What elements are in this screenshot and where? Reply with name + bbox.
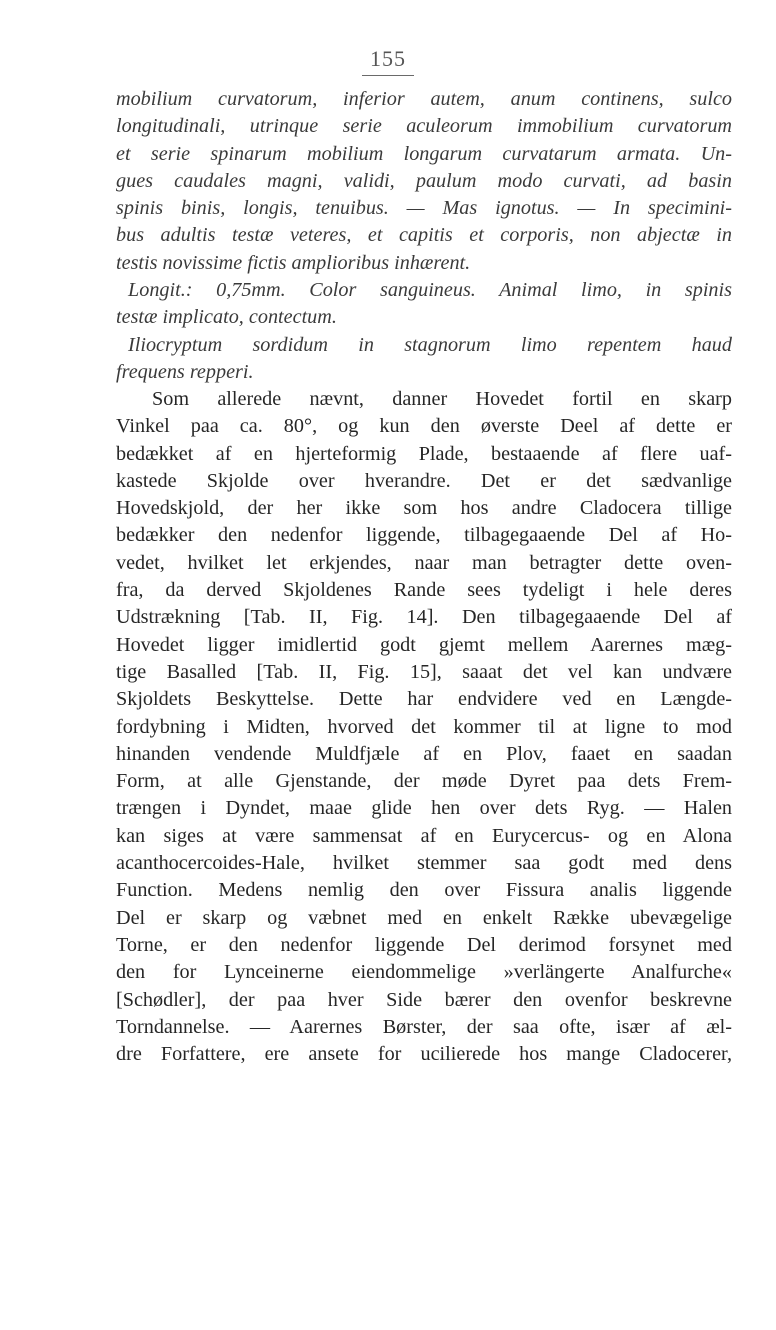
text-line: den for Lynceinerne eiendommelige »verlängerte Analfurche« bbox=[116, 961, 732, 984]
text-line: longitudinali, utrinque serie aculeorum immobilium curvatorum bbox=[116, 115, 732, 138]
text-line: tige Basalled [Tab. II, Fig. 15], saaat det vel kan undvære bbox=[116, 660, 732, 683]
text-line: kastede Skjolde over hverandre. Det er det sædvanlige bbox=[116, 469, 732, 492]
text-line: trængen i Dyndet, maae glide hen over dets Ryg. — Halen bbox=[116, 797, 732, 820]
text-line: hinanden vendende Muldfjæle af en Plov, faaet en saadan bbox=[116, 742, 732, 765]
text-line: et serie spinarum mobilium longarum curvatarum armata. Un- bbox=[116, 142, 732, 165]
text-line: Vinkel paa ca. 80°, og kun den øverste Deel af dette er bbox=[116, 415, 732, 438]
measurement-line: Longit.: 0,75mm. Color sanguineus. Animal limo, in spinis bbox=[128, 279, 732, 302]
habitat-line-cont: frequens repperi. bbox=[116, 360, 254, 383]
text-line: bus adultis testæ veteres, et capitis et corporis, non abjectæ in bbox=[116, 224, 732, 247]
text-line: [Schødler], der paa hver Side bærer den ovenfor beskrevne bbox=[116, 988, 732, 1011]
text-line: Hovedskjold, der her ikke som hos andre Cladocera tillige bbox=[116, 497, 732, 520]
text-line: bedækker den nedenfor liggende, tilbagegaaende Del af Ho- bbox=[116, 524, 732, 547]
text-line: Som allerede nævnt, danner Hovedet fortil en skarp bbox=[152, 388, 732, 410]
habitat-line: Iliocryptum sordidum in stagnorum limo repentem haud bbox=[128, 333, 732, 356]
text-line: Hovedet ligger imidlertid godt gjemt mellem Aarernes mæg- bbox=[116, 633, 732, 656]
text-line: Torndannelse. — Aarernes Børster, der saa ofte, især af æl- bbox=[116, 1015, 732, 1038]
text-line: fra, da derved Skjoldenes Rande sees tydeligt i hele deres bbox=[116, 579, 732, 602]
text-line: bedækket af en hjerteformig Plade, bestaaende af flere uaf- bbox=[116, 442, 732, 465]
text-line: kan siges at være sammensat af en Eurycercus- og en Alona bbox=[116, 824, 732, 847]
text-line: Udstrækning [Tab. II, Fig. 14]. Den tilbagegaaende Del af bbox=[116, 606, 732, 629]
danish-paragraph bbox=[116, 386, 732, 1068]
text-line: testis novissime fictis amplioribus inhærent. bbox=[116, 251, 471, 274]
text-line: dre Forfattere, ere ansete for ucilierede hos mange Cladocerer, bbox=[116, 1043, 732, 1066]
text-line: Form, at alle Gjenstande, der møde Dyret paa dets Frem- bbox=[116, 770, 732, 793]
page-number: 155 bbox=[0, 46, 776, 76]
text-line: spinis binis, longis, tenuibus. — Mas ignotus. — In specimini- bbox=[116, 197, 732, 220]
measurement-line-cont: testæ implicato, contectum. bbox=[116, 306, 337, 329]
text-line: gues caudales magni, validi, paulum modo curvati, ad basin bbox=[116, 169, 732, 192]
text-line: vedet, hvilket let erkjendes, naar man betragter dette oven- bbox=[116, 551, 732, 574]
latin-description bbox=[116, 86, 732, 386]
text-line: acanthocercoides-Hale, hvilket stemmer saa godt med dens bbox=[116, 852, 732, 875]
text-line: fordybning i Midten, hvorved det kommer til at ligne to mod bbox=[116, 715, 732, 738]
text-line: Torne, er den nedenfor liggende Del derimod forsynet med bbox=[116, 933, 732, 956]
text-line: mobilium curvatorum, inferior autem, anum continens, sulco bbox=[116, 88, 732, 110]
text-line: Del er skarp og væbnet med en enkelt Række ubevægelige bbox=[116, 906, 732, 929]
text-line: Function. Medens nemlig den over Fissura analis liggende bbox=[116, 879, 732, 902]
text-line: Skjoldets Beskyttelse. Dette har endvidere ved en Længde- bbox=[116, 688, 732, 711]
